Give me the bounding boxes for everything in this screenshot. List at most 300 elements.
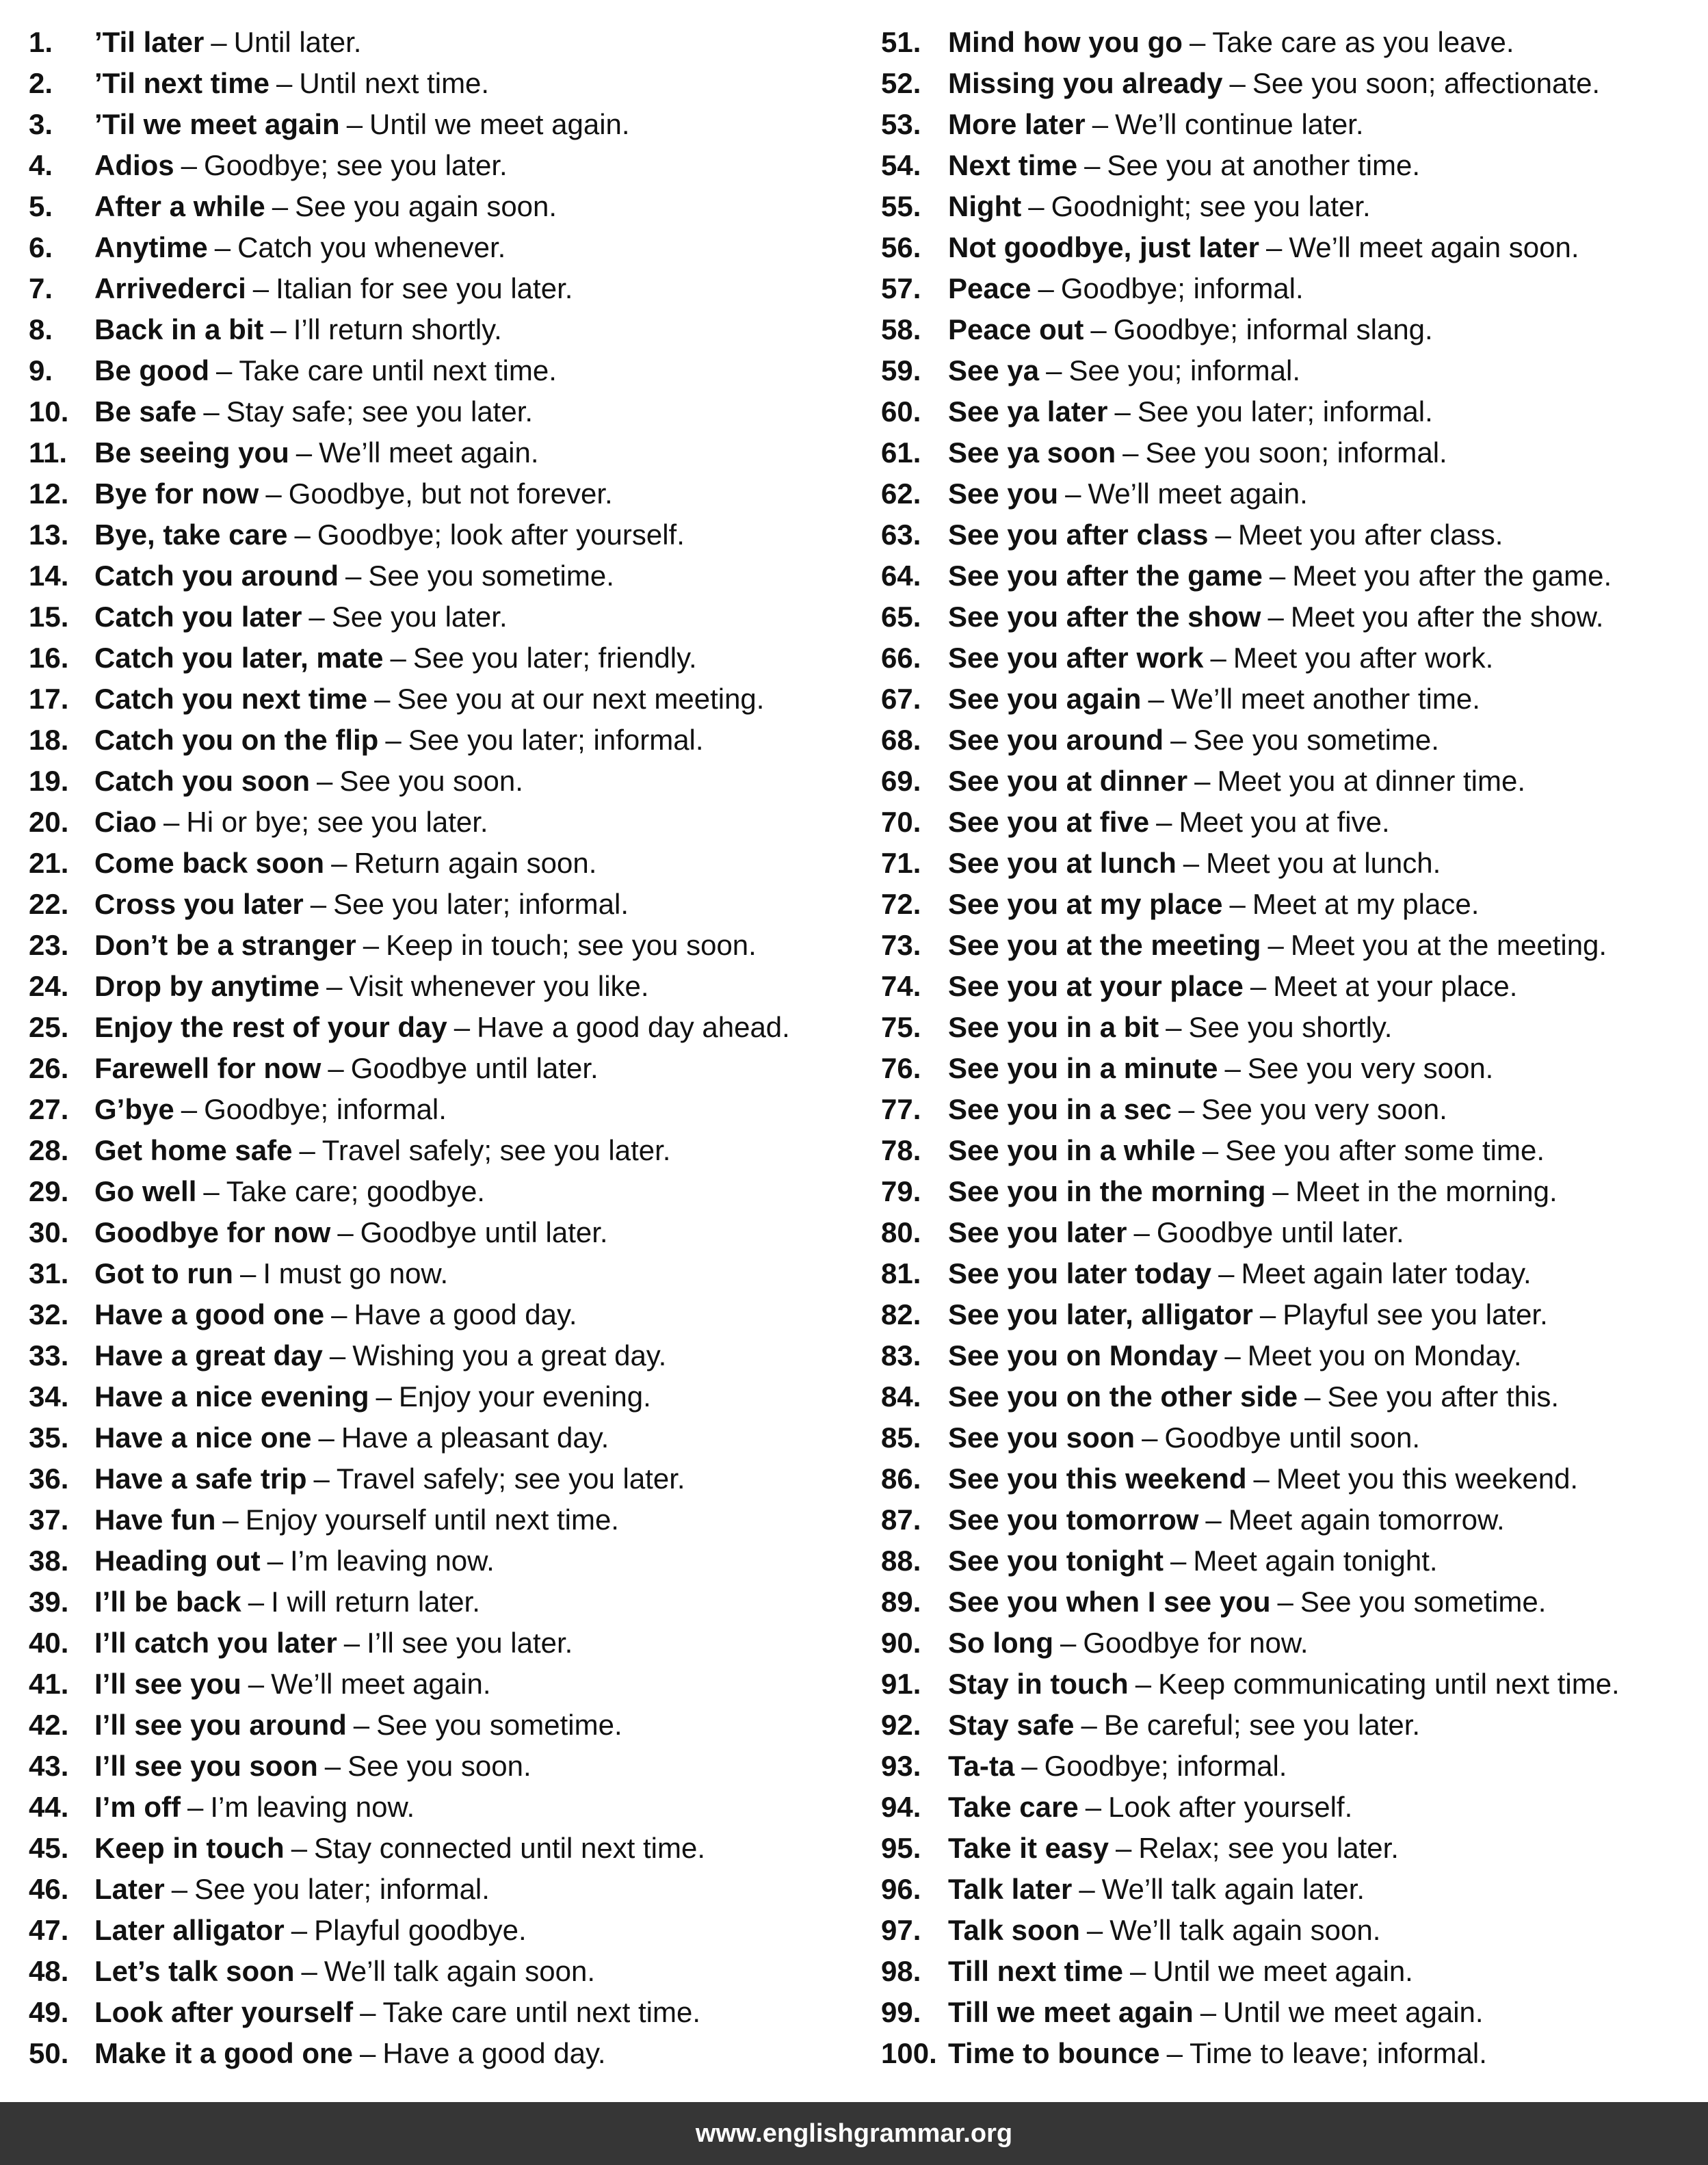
item-text [948, 843, 1441, 884]
item-phrase: Catch you later, mate [94, 642, 384, 674]
item-text [94, 1007, 790, 1048]
item-meaning: See you soon. [339, 765, 523, 797]
item-number: 13. [29, 519, 69, 551]
item-number: 18. [29, 724, 69, 756]
item-text [94, 1335, 666, 1376]
list-item [29, 555, 856, 596]
item-number: 66. [881, 642, 921, 674]
item-meaning: Goodbye, but not forever. [288, 477, 613, 510]
item-meaning: Look after yourself. [1108, 1791, 1353, 1823]
item-text [948, 1951, 1413, 1992]
list-item [29, 186, 856, 227]
item-phrase: Till next time [948, 1955, 1123, 1987]
item-phrase: Take it easy [948, 1832, 1109, 1864]
list-item [881, 802, 1708, 843]
item-dash-separator: – [1142, 1421, 1158, 1454]
item-meaning: Goodbye until later. [360, 1216, 608, 1248]
list-item [29, 350, 856, 391]
item-text [94, 186, 557, 227]
item-number: 38. [29, 1545, 69, 1577]
list-item [29, 2033, 856, 2074]
item-dash-separator: – [1086, 1914, 1103, 1946]
item-text [948, 596, 1603, 638]
item-dash-separator: – [331, 847, 347, 879]
list-item [881, 1705, 1708, 1746]
item-meaning: Meet in the morning. [1295, 1175, 1558, 1207]
phrase-list-left-column [29, 22, 856, 2074]
item-meaning: See you soon. [347, 1750, 531, 1782]
item-phrase: Be safe [94, 395, 197, 428]
item-phrase: See you in a sec [948, 1093, 1172, 1125]
list-item [881, 1089, 1708, 1130]
item-dash-separator: – [376, 1380, 392, 1413]
item-dash-separator: – [1304, 1380, 1321, 1413]
item-number: 44. [29, 1791, 69, 1823]
list-item [29, 1951, 856, 1992]
item-meaning: Italian for see you later. [276, 272, 573, 304]
item-dash-separator: – [1269, 560, 1286, 592]
list-item [29, 1335, 856, 1376]
item-phrase: I’m off [94, 1791, 181, 1823]
list-item [29, 1787, 856, 1828]
item-number: 57. [881, 272, 921, 304]
item-number: 54. [881, 149, 921, 181]
item-text [948, 925, 1607, 966]
item-dash-separator: – [291, 1914, 308, 1946]
item-number: 51. [881, 26, 921, 58]
item-meaning: Meet at your place. [1273, 970, 1518, 1002]
item-phrase: ’Til later [94, 26, 205, 58]
item-text [948, 1623, 1309, 1664]
item-dash-separator: – [1267, 929, 1284, 961]
item-phrase: Back in a bit [94, 313, 264, 345]
item-dash-separator: – [385, 724, 402, 756]
item-text [948, 761, 1525, 802]
item-text [94, 1582, 480, 1623]
list-item [881, 473, 1708, 514]
item-text [94, 1253, 448, 1294]
item-meaning: See you after some time. [1225, 1134, 1545, 1166]
item-phrase: Have fun [94, 1504, 216, 1536]
item-number: 48. [29, 1955, 69, 1987]
item-dash-separator: – [1210, 642, 1226, 674]
item-number: 25. [29, 1011, 69, 1043]
list-item [29, 1540, 856, 1582]
item-number: 89. [881, 1586, 921, 1618]
item-meaning: See you; informal. [1068, 354, 1300, 386]
item-dash-separator: – [1028, 190, 1044, 222]
item-phrase: Ciao [94, 806, 157, 838]
item-meaning: I’ll return shortly. [293, 313, 502, 345]
item-meaning: Meet at my place. [1252, 888, 1480, 920]
list-item [29, 309, 856, 350]
item-phrase: Come back soon [94, 847, 325, 879]
item-meaning: Meet again later today. [1241, 1257, 1532, 1289]
item-phrase: See you tonight [948, 1545, 1164, 1577]
item-phrase: Peace [948, 272, 1032, 304]
item-dash-separator: – [181, 1093, 198, 1125]
list-item [881, 1335, 1708, 1376]
item-dash-separator: – [1218, 1257, 1235, 1289]
item-phrase: I’ll see you [94, 1668, 241, 1700]
item-number: 99. [881, 1996, 921, 2028]
item-dash-separator: – [1202, 1134, 1219, 1166]
item-text [94, 1746, 531, 1787]
item-phrase: Next time [948, 149, 1078, 181]
item-meaning: See you at another time. [1107, 149, 1421, 181]
item-phrase: G’bye [94, 1093, 174, 1125]
item-text [94, 638, 697, 679]
item-dash-separator: – [1021, 1750, 1038, 1782]
item-number: 35. [29, 1421, 69, 1454]
item-dash-separator: – [1092, 108, 1109, 140]
item-meaning: Meet again tomorrow. [1228, 1504, 1505, 1536]
item-meaning: See you sometime. [368, 560, 614, 592]
list-item [881, 227, 1708, 268]
item-meaning: Meet you after class. [1237, 519, 1503, 551]
item-meaning: Meet you after the show. [1290, 601, 1604, 633]
item-meaning: We’ll meet again. [271, 1668, 491, 1700]
list-item [881, 720, 1708, 761]
item-dash-separator: – [337, 1216, 354, 1248]
list-item [881, 1417, 1708, 1458]
item-dash-separator: – [291, 1832, 308, 1864]
item-number: 65. [881, 601, 921, 633]
item-number: 12. [29, 477, 69, 510]
item-meaning: See you soon; affectionate. [1252, 67, 1601, 99]
list-item [881, 1048, 1708, 1089]
list-item [881, 638, 1708, 679]
item-number: 93. [881, 1750, 921, 1782]
item-number: 43. [29, 1750, 69, 1782]
item-text [948, 145, 1420, 186]
list-item [29, 966, 856, 1007]
item-text [948, 309, 1433, 350]
item-text [94, 802, 488, 843]
item-text [94, 1869, 490, 1910]
item-dash-separator: – [203, 1175, 220, 1207]
item-number: 27. [29, 1093, 69, 1125]
item-phrase: ’Til we meet again [94, 108, 340, 140]
list-item [29, 596, 856, 638]
list-item [881, 925, 1708, 966]
item-dash-separator: – [265, 477, 282, 510]
item-phrase: See you at the meeting [948, 929, 1261, 961]
item-dash-separator: – [310, 888, 327, 920]
item-phrase: Ta-ta [948, 1750, 1015, 1782]
item-number: 40. [29, 1627, 69, 1659]
item-number: 74. [881, 970, 921, 1002]
list-item [29, 720, 856, 761]
item-number: 56. [881, 231, 921, 263]
item-meaning: Meet you this weekend. [1276, 1462, 1579, 1495]
item-meaning: See you later; informal. [408, 724, 704, 756]
item-dash-separator: – [1267, 601, 1284, 633]
list-item [881, 966, 1708, 1007]
item-text [948, 1130, 1545, 1171]
item-text [948, 268, 1304, 309]
item-meaning: Catch you whenever. [237, 231, 506, 263]
item-text [94, 1951, 595, 1992]
item-dash-separator: – [239, 1257, 257, 1289]
item-text [948, 2033, 1487, 2074]
item-number: 84. [881, 1380, 921, 1413]
item-meaning: Have a pleasant day. [341, 1421, 609, 1454]
item-dash-separator: – [1215, 519, 1231, 551]
item-phrase: See you after class [948, 519, 1209, 551]
item-number: 53. [881, 108, 921, 140]
list-item [29, 1294, 856, 1335]
item-meaning: I’m leaving now. [290, 1545, 495, 1577]
list-item [29, 63, 856, 104]
item-dash-separator: – [299, 1134, 315, 1166]
list-item [881, 596, 1708, 638]
item-text [94, 514, 685, 555]
item-number: 92. [881, 1709, 921, 1741]
item-meaning: Have a good day. [354, 1298, 577, 1330]
item-dash-separator: – [1081, 1709, 1097, 1741]
item-text [948, 1294, 1548, 1335]
item-text [948, 1499, 1505, 1540]
item-meaning: See you later; informal. [194, 1873, 490, 1905]
list-item [881, 1951, 1708, 1992]
item-meaning: Enjoy yourself until next time. [245, 1504, 619, 1536]
item-dash-separator: – [203, 395, 220, 428]
item-text [948, 1664, 1620, 1705]
item-number: 75. [881, 1011, 921, 1043]
list-item [29, 1746, 856, 1787]
list-item [881, 1828, 1708, 1869]
item-meaning: Until later. [233, 26, 362, 58]
item-meaning: See you very soon. [1201, 1093, 1447, 1125]
item-number: 58. [881, 313, 921, 345]
item-text [948, 638, 1493, 679]
list-item [881, 1623, 1708, 1664]
item-meaning: Time to leave; informal. [1189, 2037, 1487, 2069]
list-item [29, 761, 856, 802]
item-number: 3. [29, 108, 53, 140]
item-text [948, 1376, 1559, 1417]
item-number: 100. [881, 2037, 937, 2069]
list-item [881, 1787, 1708, 1828]
item-phrase: Bye for now [94, 477, 259, 510]
item-dash-separator: – [317, 765, 333, 797]
item-number: 46. [29, 1873, 69, 1905]
item-dash-separator: – [1135, 1668, 1152, 1700]
item-meaning: Meet you on Monday. [1247, 1339, 1522, 1372]
item-dash-separator: – [214, 231, 231, 263]
item-text [94, 309, 502, 350]
item-meaning: Take care as you leave. [1212, 26, 1514, 58]
item-number: 59. [881, 354, 921, 386]
item-meaning: Return again soon. [354, 847, 597, 879]
item-phrase: See you in the morning [948, 1175, 1266, 1207]
list-item [29, 1212, 856, 1253]
list-item [29, 473, 856, 514]
item-phrase: Go well [94, 1175, 197, 1207]
item-dash-separator: – [353, 1709, 370, 1741]
item-meaning: Goodbye; informal slang. [1113, 313, 1433, 345]
item-phrase: See you at lunch [948, 847, 1177, 879]
list-item [881, 1171, 1708, 1212]
item-phrase: See you at your place [948, 970, 1244, 1002]
list-item [881, 186, 1708, 227]
list-item [881, 555, 1708, 596]
list-item [29, 1048, 856, 1089]
item-text [948, 802, 1390, 843]
item-meaning: Keep in touch; see you soon. [386, 929, 757, 961]
item-number: 83. [881, 1339, 921, 1372]
list-item [29, 104, 856, 145]
item-phrase: Farewell for now [94, 1052, 321, 1084]
item-text [94, 1664, 491, 1705]
item-phrase: I’ll see you soon [94, 1750, 318, 1782]
item-dash-separator: – [1266, 231, 1283, 263]
list-item [881, 761, 1708, 802]
list-item [881, 1007, 1708, 1048]
item-phrase: Goodbye for now [94, 1216, 331, 1248]
item-text [948, 432, 1447, 473]
item-text [948, 1417, 1420, 1458]
item-dash-separator: – [1250, 970, 1267, 1002]
item-phrase: See you in a minute [948, 1052, 1218, 1084]
item-dash-separator: – [211, 26, 227, 58]
item-number: 17. [29, 683, 69, 715]
item-phrase: Have a great day [94, 1339, 323, 1372]
item-meaning: Hi or bye; see you later. [186, 806, 488, 838]
item-dash-separator: – [363, 929, 380, 961]
item-dash-separator: – [276, 67, 293, 99]
item-dash-separator: – [1178, 1093, 1195, 1125]
item-dash-separator: – [360, 2037, 376, 2069]
item-text [948, 679, 1480, 720]
item-dash-separator: – [295, 436, 313, 469]
item-dash-separator: – [1194, 765, 1211, 797]
item-number: 30. [29, 1216, 69, 1248]
item-number: 11. [29, 436, 68, 469]
item-text [948, 1828, 1399, 1869]
item-phrase: Catch you around [94, 560, 339, 592]
item-meaning: See you later; friendly. [412, 642, 697, 674]
item-dash-separator: – [270, 313, 287, 345]
list-item [29, 1664, 856, 1705]
item-phrase: See you at dinner [948, 765, 1188, 797]
item-meaning: Meet you at five. [1179, 806, 1390, 838]
list-item [881, 1664, 1708, 1705]
item-text [94, 1089, 447, 1130]
item-number: 81. [881, 1257, 921, 1289]
item-phrase: Not goodbye, just later [948, 231, 1260, 263]
item-dash-separator: – [1229, 888, 1246, 920]
list-item [881, 884, 1708, 925]
list-item [881, 1746, 1708, 1787]
item-text [94, 1992, 700, 2033]
item-number: 60. [881, 395, 921, 428]
item-text [94, 22, 361, 63]
item-text [948, 63, 1600, 104]
item-phrase: Later alligator [94, 1914, 285, 1946]
list-item [881, 1253, 1708, 1294]
item-phrase: Stay in touch [948, 1668, 1129, 1700]
item-meaning: Take care; goodbye. [226, 1175, 485, 1207]
item-number: 32. [29, 1298, 69, 1330]
list-item [29, 1623, 856, 1664]
item-number: 5. [29, 190, 53, 222]
item-number: 22. [29, 888, 69, 920]
item-text [94, 145, 508, 186]
item-meaning: We’ll meet another time. [1170, 683, 1480, 715]
item-text [94, 1787, 415, 1828]
item-number: 1. [29, 26, 53, 58]
item-dash-separator: – [1133, 1216, 1150, 1248]
item-meaning: Meet you after work. [1233, 642, 1494, 674]
item-number: 94. [881, 1791, 921, 1823]
phrase-list-right-column [881, 22, 1708, 2074]
item-phrase: Stay safe [948, 1709, 1075, 1741]
item-dash-separator: – [454, 1011, 471, 1043]
item-dash-separator: – [318, 1421, 334, 1454]
list-item [29, 1910, 856, 1951]
list-item [29, 268, 856, 309]
item-number: 19. [29, 765, 69, 797]
item-phrase: After a while [94, 190, 265, 222]
item-text [94, 843, 596, 884]
item-dash-separator: – [294, 519, 311, 551]
item-phrase: I’ll be back [94, 1586, 241, 1618]
item-dash-separator: – [1079, 1873, 1095, 1905]
item-text [94, 1910, 527, 1951]
item-dash-separator: – [1272, 1175, 1289, 1207]
item-dash-separator: – [248, 1586, 265, 1618]
item-phrase: See you at five [948, 806, 1150, 838]
item-dash-separator: – [1170, 1545, 1187, 1577]
list-item [29, 1869, 856, 1910]
item-dash-separator: – [313, 1462, 330, 1495]
item-number: 62. [881, 477, 921, 510]
footer-website-link[interactable]: www.englishgrammar.org [695, 2118, 1013, 2148]
item-number: 4. [29, 149, 53, 181]
item-dash-separator: – [1183, 847, 1200, 879]
item-number: 31. [29, 1257, 69, 1289]
item-number: 69. [881, 765, 921, 797]
list-item [29, 802, 856, 843]
item-text [948, 1335, 1522, 1376]
item-number: 79. [881, 1175, 921, 1207]
item-text [94, 350, 557, 391]
item-meaning: I will return later. [271, 1586, 480, 1618]
list-item [881, 145, 1708, 186]
list-item [29, 1253, 856, 1294]
item-phrase: Missing you already [948, 67, 1223, 99]
item-text [948, 1746, 1287, 1787]
item-text [948, 884, 1479, 925]
item-number: 20. [29, 806, 69, 838]
item-meaning: Goodbye; informal. [204, 1093, 447, 1125]
item-phrase: See ya [948, 354, 1040, 386]
item-number: 10. [29, 395, 69, 428]
item-number: 7. [29, 272, 53, 304]
item-phrase: Get home safe [94, 1134, 293, 1166]
item-dash-separator: – [171, 1873, 188, 1905]
item-text [94, 596, 508, 638]
item-number: 26. [29, 1052, 69, 1084]
item-phrase: Time to bounce [948, 2037, 1160, 2069]
item-phrase: Be good [94, 354, 209, 386]
item-phrase: Keep in touch [94, 1832, 285, 1864]
item-number: 28. [29, 1134, 69, 1166]
item-text [94, 884, 629, 925]
item-text [94, 227, 505, 268]
